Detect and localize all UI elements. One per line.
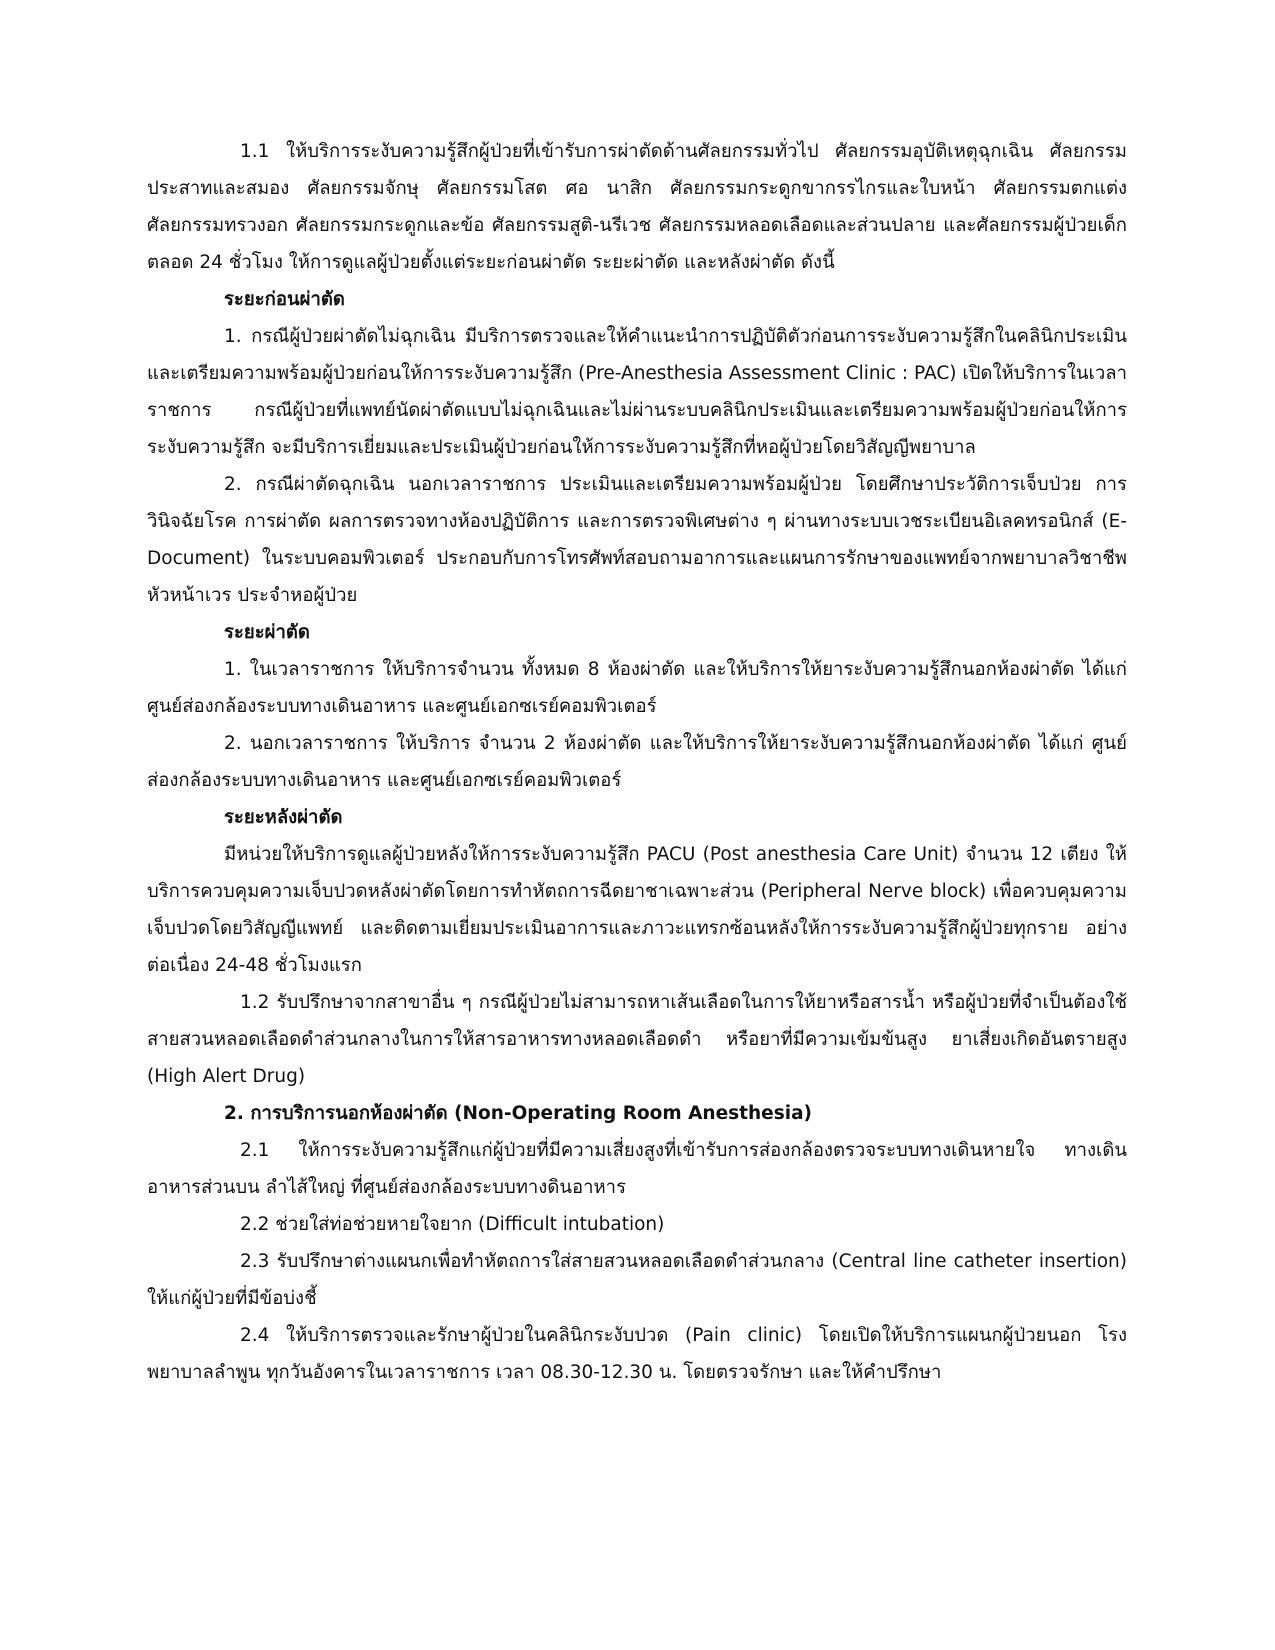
paragraph-intra-op-office-hours: 1. ในเวลาราชการ ให้บริการจำนวน ทั้งหมด 8 ห้องผ่าตัด และให้บริการให้ยาระงับความรู้สึกนอกห้องผ่าตัด ได้แก่ ศูนย์ส่องกล้องระบบทางเดินอาหาร และศูนย์เอกซเรย์คอมพิวเตอร์ bbox=[147, 659, 1127, 717]
paragraph-2-4-pain-clinic: 2.4 ให้บริการตรวจและรักษาผู้ป่วยในคลินิกระงับปวด (Pain clinic) โดยเปิดให้บริการแผนกผู้ป่วยนอก โรงพยาบาลลำพูน ทุกวันอังคารในเวลาราชการ เวลา 08.30-12.30 น. โดยตรวจรักษา และให้คำปรึกษา bbox=[147, 1325, 1127, 1383]
paragraph-1-1-general-surgery-anesthesia: 1.1 ให้บริการระงับความรู้สึกผู้ป่วยที่เข้ารับการผ่าตัดด้านศัลยกรรมทั่วไป ศัลยกรรมอุบัติเหตุฉุกเฉิน ศัลยกรรมประสาทและสมอง ศัลยกรรมจักษุ ศัลยกรรมโสต ศอ นาสิก ศัลยกรรมกระดูกขากรรไกรและใบหน้า ศัลยกรรมตกแต่ง ศัลยกรรมทรวงอก ศัลยกรรมกระดูกและข้อ ศัลยกรรมสูติ-นรีเวช ศัลยกรรมหลอดเลือดและส่วนปลาย และศัลยกรรมผู้ป่วยเด็ก ตลอด 24 ชั่วโมง ให้การดูแลผู้ป่วยตั้งแต่ระยะก่อนผ่าตัด ระยะผ่าตัด และหลังผ่าตัด ดังนี้ bbox=[147, 141, 1127, 273]
paragraph-pre-op-non-emergency: 1. กรณีผู้ป่วยผ่าตัดไม่ฉุกเฉิน มีบริการตรวจและให้คำแนะนำการปฏิบัติตัวก่อนการระงับความรู้สึกในคลินิกประเมินและเตรียมความพร้อมผู้ป่วยก่อนให้การระงับความรู้สึก (Pre-Anesthesia Assessment Clinic : PAC) เปิดให้บริการในเวลาราชการ กรณีผู้ป่วยที่แพทย์นัดผ่าตัดแบบไม่ฉุกเฉินและไม่ผ่านระบบคลินิกประเมินและเตรียมความพร้อมผู้ป่วยก่อนให้การระงับความรู้สึก จะมีบริการเยี่ยมและประเมินผู้ป่วยก่อนให้การระงับความรู้สึกที่หอผู้ป่วยโดยวิสัญญีพยาบาล bbox=[147, 326, 1127, 458]
heading-post-operative: ระยะหลังผ่าตัด bbox=[224, 807, 343, 828]
paragraph-2-2-difficult-intubation: 2.2 ช่วยใส่ท่อช่วยหายใจยาก (Difficult intubation) bbox=[240, 1214, 665, 1235]
paragraph-intra-op-after-hours: 2. นอกเวลาราชการ ให้บริการ จำนวน 2 ห้องผ่าตัด และให้บริการให้ยาระงับความรู้สึกนอกห้องผ่าตัด ได้แก่ ศูนย์ส่องกล้องระบบทางเดินอาหาร และศูนย์เอกซเรย์คอมพิวเตอร์ bbox=[147, 733, 1127, 791]
heading-non-operating-room: 2. การบริการนอกห้องผ่าตัด (Non-Operating Room Anesthesia) bbox=[224, 1103, 813, 1124]
heading-pre-operative: ระยะก่อนผ่าตัด bbox=[224, 289, 345, 310]
paragraph-post-op-pacu: มีหน่วยให้บริการดูแลผู้ป่วยหลังให้การระงับความรู้สึก PACU (Post anesthesia Care Unit) จำนวน 12 เตียง ให้บริการควบคุมความเจ็บปวดหลังผ่าตัดโดยการทำหัตถการฉีดยาชาเฉพาะส่วน (Peripheral Nerve block) เพื่อควบคุมความเจ็บปวดโดยวิสัญญีแพทย์ และติดตามเยี่ยมประเมินอาการและภาวะแทรกซ้อนหลังให้การระงับความรู้สึกผู้ป่วยทุกราย อย่างต่อเนื่อง 24-48 ชั่วโมงแรก bbox=[147, 844, 1127, 976]
document-page bbox=[147, 133, 1127, 1391]
paragraph-2-3-central-line: 2.3 รับปรึกษาต่างแผนกเพื่อทำหัตถการใส่สายสวนหลอดเลือดดำส่วนกลาง (Central line catheter insertion) ให้แก่ผู้ป่วยที่มีข้อบ่งชี้ bbox=[147, 1251, 1127, 1309]
paragraph-1-2-consultation: 1.2 รับปรึกษาจากสาขาอื่น ๆ กรณีผู้ป่วยไม่สามารถหาเส้นเลือดในการให้ยาหรือสารน้ำ หรือผู้ป่วยที่จำเป็นต้องใช้สายสวนหลอดเลือดดำส่วนกลางในการให้สารอาหารทางหลอดเลือดดำ หรือยาที่มีความเข้มข้นสูง ยาเสี่ยงเกิดอันตรายสูง (High Alert Drug) bbox=[147, 992, 1127, 1087]
heading-intra-operative: ระยะผ่าตัด bbox=[224, 622, 310, 643]
paragraph-pre-op-emergency: 2. กรณีผ่าตัดฉุกเฉิน นอกเวลาราชการ ประเมินและเตรียมความพร้อมผู้ป่วย โดยศึกษาประวัติการเจ็บป่วย การวินิจฉัยโรค การผ่าตัด ผลการตรวจทางห้องปฏิบัติการ และการตรวจพิเศษต่าง ๆ ผ่านทางระบบเวชระเบียนอิเลคทรอนิกส์ (E-Document) ในระบบคอมพิวเตอร์ ประกอบกับการโทรศัพท์สอบถามอาการและแผนการรักษาของแพทย์จากพยาบาลวิชาชีพหัวหน้าเวร ประจำหอผู้ป่วย bbox=[147, 474, 1127, 606]
paragraph-2-1-endoscopy-anesthesia: 2.1 ให้การระงับความรู้สึกแก่ผู้ป่วยที่มีความเสี่ยงสูงที่เข้ารับการส่องกล้องตรวจระบบทางเดินหายใจ ทางเดินอาหารส่วนบน ลำไส้ใหญ่ ที่ศูนย์ส่องกล้องระบบทางดินอาหาร bbox=[147, 1140, 1127, 1198]
